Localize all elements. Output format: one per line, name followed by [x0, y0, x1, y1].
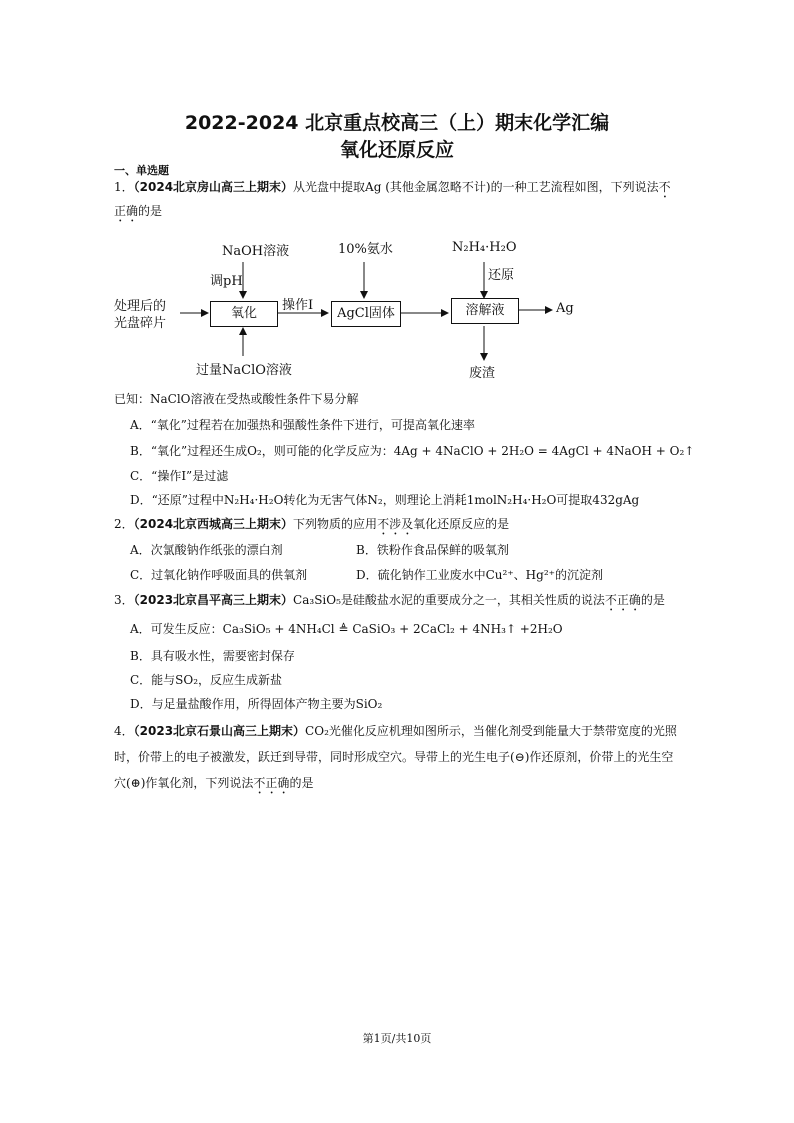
q1-text-b: 的是	[138, 204, 163, 218]
q1-stem-cont	[114, 203, 162, 225]
naoh-label: NaOH溶液	[222, 244, 290, 259]
solution-box: 溶解液	[451, 298, 519, 324]
q2-number: 2．	[114, 517, 134, 531]
q2-source: （2024北京西城高三上期末）	[133, 517, 294, 531]
ag-output-label: Ag	[556, 301, 574, 316]
q1-source: （2024北京房山高三上期末）	[133, 180, 294, 194]
q1-number: 1．	[114, 180, 134, 194]
process-flow-diagram	[112, 228, 582, 388]
q2-text-b: 氧化还原反应的是	[413, 517, 510, 531]
q2-stem	[114, 516, 509, 538]
q2-text-a: 下列物质的应用	[293, 517, 378, 531]
q4-line-3	[114, 775, 313, 797]
q1-text-a: 从光盘中提取Ag (其他金属忽略不计)的一种工艺流程如图，下列说法	[293, 180, 659, 194]
q3-emph: 不正确	[604, 593, 641, 607]
q4-line-3a: 穴(⊕)作氧化剂，下列说法	[114, 776, 254, 790]
q2-option-d: D．硫化钠作工业废水中Cu²⁺、Hg²⁺的沉淀剂	[356, 568, 603, 582]
q4-line-2: 时，价带上的电子被激发，跃迁到导带，同时形成空穴。导带上的光生电子(⊖)作还原剂，价带上的光生空	[114, 750, 674, 764]
q1-emph-b: 正确	[114, 204, 139, 218]
q1-option-d: D．“还原”过程中N₂H₄·H₂O转化为无害气体N₂，则理论上消耗1molN₂H₄·H₂O可提取432gAg	[130, 493, 640, 507]
waste-label: 废渣	[469, 366, 496, 381]
oxidize-box: 氧化	[210, 301, 278, 327]
q3-source: （2023北京昌平高三上期末）	[133, 593, 294, 607]
q2-option-a: A．次氯酸钠作纸张的漂白剂	[130, 543, 283, 557]
input-label-1: 处理后的	[114, 299, 167, 314]
q2-option-b: B．铁粉作食品保鲜的吸氧剂	[356, 543, 509, 557]
q4-line-1: CO₂光催化反应机理如图所示，当催化剂受到能量大于禁带宽度的光照	[305, 724, 677, 738]
n2h4-label: N₂H₄·H₂O	[452, 240, 517, 255]
reduce-label: 还原	[488, 268, 515, 283]
q4-line-3b: 的是	[289, 776, 314, 790]
q3-text-a: Ca₃SiO₅是硅酸盐水泥的重要成分之一，其相关性质的说法	[293, 593, 605, 607]
q3-option-d: D．与足量盐酸作用，所得固体产物主要为SiO₂	[130, 697, 383, 711]
q4-source: （2023北京石景山高三上期末）	[133, 724, 306, 738]
input-label-2: 光盘碎片	[114, 316, 167, 331]
q1-option-b: B．“氧化”过程还生成O₂，则可能的化学反应为：4Ag + 4NaClO + 2H₂O = 4AgCl + 4NaOH + O₂↑	[130, 444, 695, 458]
agcl-box: AgCl固体	[331, 301, 401, 327]
q4-emph: 不正确	[253, 776, 290, 790]
q3-option-a: A．可发生反应：Ca₃SiO₅ + 4NH₄Cl ≜ CaSiO₃ + 2CaCl₂ + 4NH₃↑ +2H₂O	[130, 622, 563, 636]
q4-stem	[114, 723, 677, 739]
ammonia-label: 10%氨水	[338, 242, 393, 257]
q4-number: 4．	[114, 724, 134, 738]
q2-emph: 不涉及	[377, 517, 414, 531]
q3-number: 3．	[114, 593, 134, 607]
q3-text-b: 的是	[640, 593, 665, 607]
q3-stem	[114, 592, 665, 614]
ph-label: 调pH	[210, 274, 243, 289]
section-heading: 一、单选题	[114, 164, 169, 177]
page-title: 2022-2024 北京重点校高三（上）期末化学汇编	[184, 112, 610, 134]
q3-option-b: B．具有吸水性，需要密封保存	[130, 649, 295, 663]
q1-option-c: C．“操作I”是过滤	[130, 469, 229, 483]
q2-option-c: C．过氧化钠作呼吸面具的供氧剂	[130, 568, 308, 582]
q1-option-a: A．“氧化”过程若在加强热和强酸性条件下进行，可提高氧化速率	[130, 418, 475, 432]
q1-known: 已知：NaClO溶液在受热或酸性条件下易分解	[114, 392, 359, 406]
q3-option-c: C．能与SO₂，反应生成新盐	[130, 673, 283, 687]
op1-label: 操作I	[282, 298, 314, 313]
page-footer: 第1页/共10页	[362, 1032, 432, 1045]
q1-emph-a: 不	[658, 180, 671, 194]
naclo-label: 过量NaClO溶液	[196, 363, 292, 378]
page-subtitle: 氧化还原反应	[339, 139, 454, 161]
q1-stem	[114, 179, 671, 201]
